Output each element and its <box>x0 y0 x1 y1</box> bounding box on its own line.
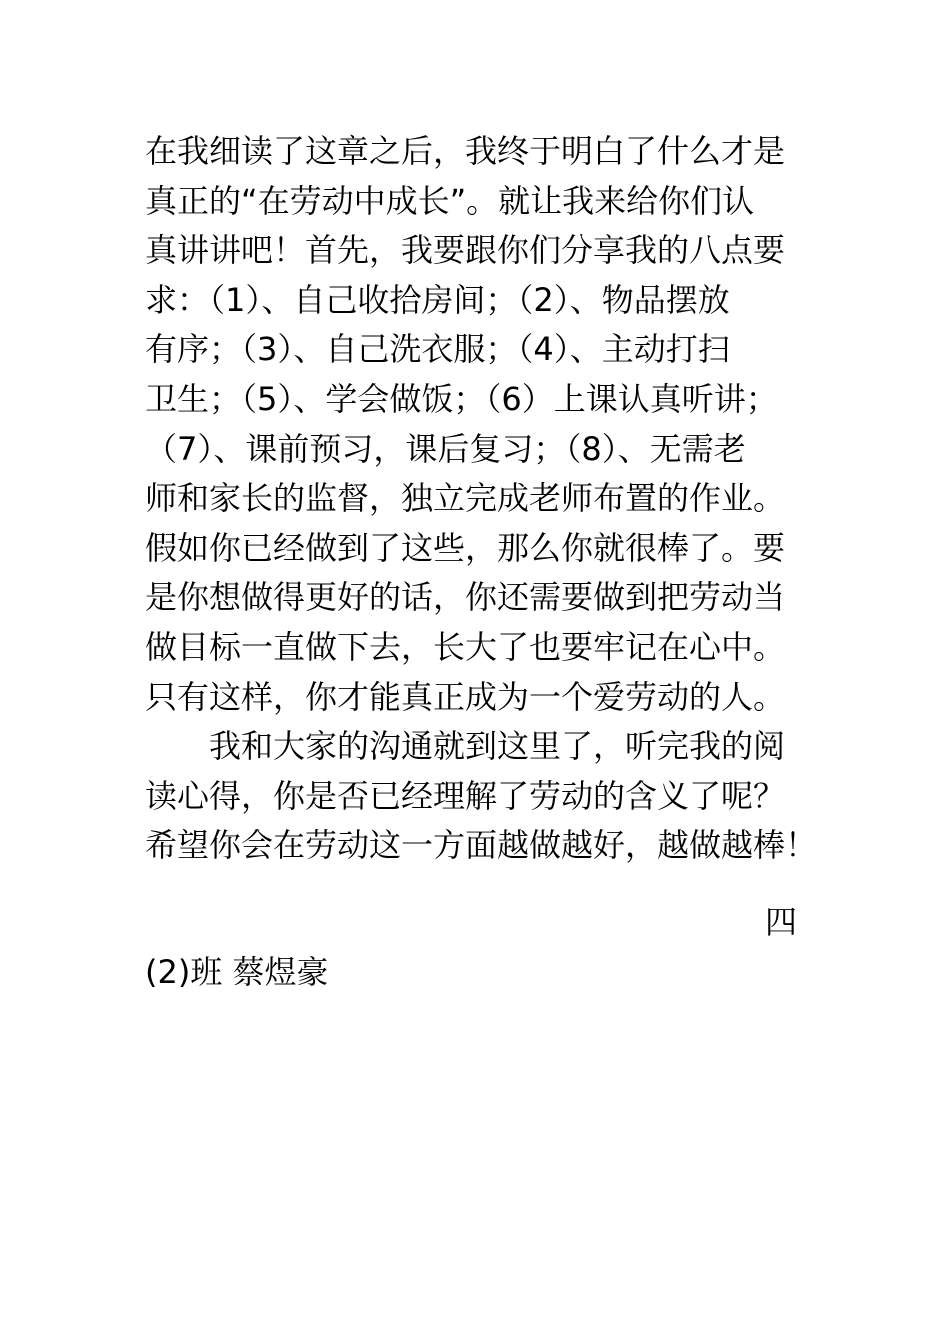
text-line: 真正的“在劳动中成长”。就让我来给你们认 <box>145 181 755 220</box>
text-line: 我和大家的沟通就到这里了，听完我的阅 <box>209 727 786 766</box>
text-line: 希望你会在劳动这一方面越做越好，越做越棒！ <box>145 826 818 865</box>
text-line: 卫生；（5）、学会做饭；（6）上课认真听讲； <box>145 379 778 418</box>
text-line: 在我细读了这章之后，我终于明白了什么才是 <box>145 132 786 170</box>
text-line: （7）、课前预习，课后复习；（8）、无需老 <box>145 429 746 468</box>
text-line: 读心得，你是否已经理解了劳动的含义了呢？ <box>145 776 786 815</box>
text-line: 只有这样，你才能真正成为一个爱劳动的人。 <box>145 677 786 716</box>
text-line: 是你想做得更好的话，你还需要做到把劳动当 <box>145 578 786 617</box>
text-line: 有序；（3）、自己洗衣服；（4）、主动打扫 <box>145 330 730 369</box>
text-line: 做目标一直做下去，长大了也要牢记在心中。 <box>145 627 786 666</box>
text-line: 求：（1）、自己收拾房间；（2）、物品摆放 <box>145 280 730 319</box>
signature-author: (2)班 蔡煜豪 <box>145 953 329 991</box>
text-line: 真讲讲吧！首先，我要跟你们分享我的八点要 <box>145 231 786 270</box>
text-line: 师和家长的监督，独立完成老师布置的作业。 <box>145 479 786 518</box>
body-text <box>145 127 818 871</box>
signature-grade: 四 <box>765 903 798 941</box>
text-line: 假如你已经做到了这些，那么你就很棒了。要 <box>145 528 786 567</box>
